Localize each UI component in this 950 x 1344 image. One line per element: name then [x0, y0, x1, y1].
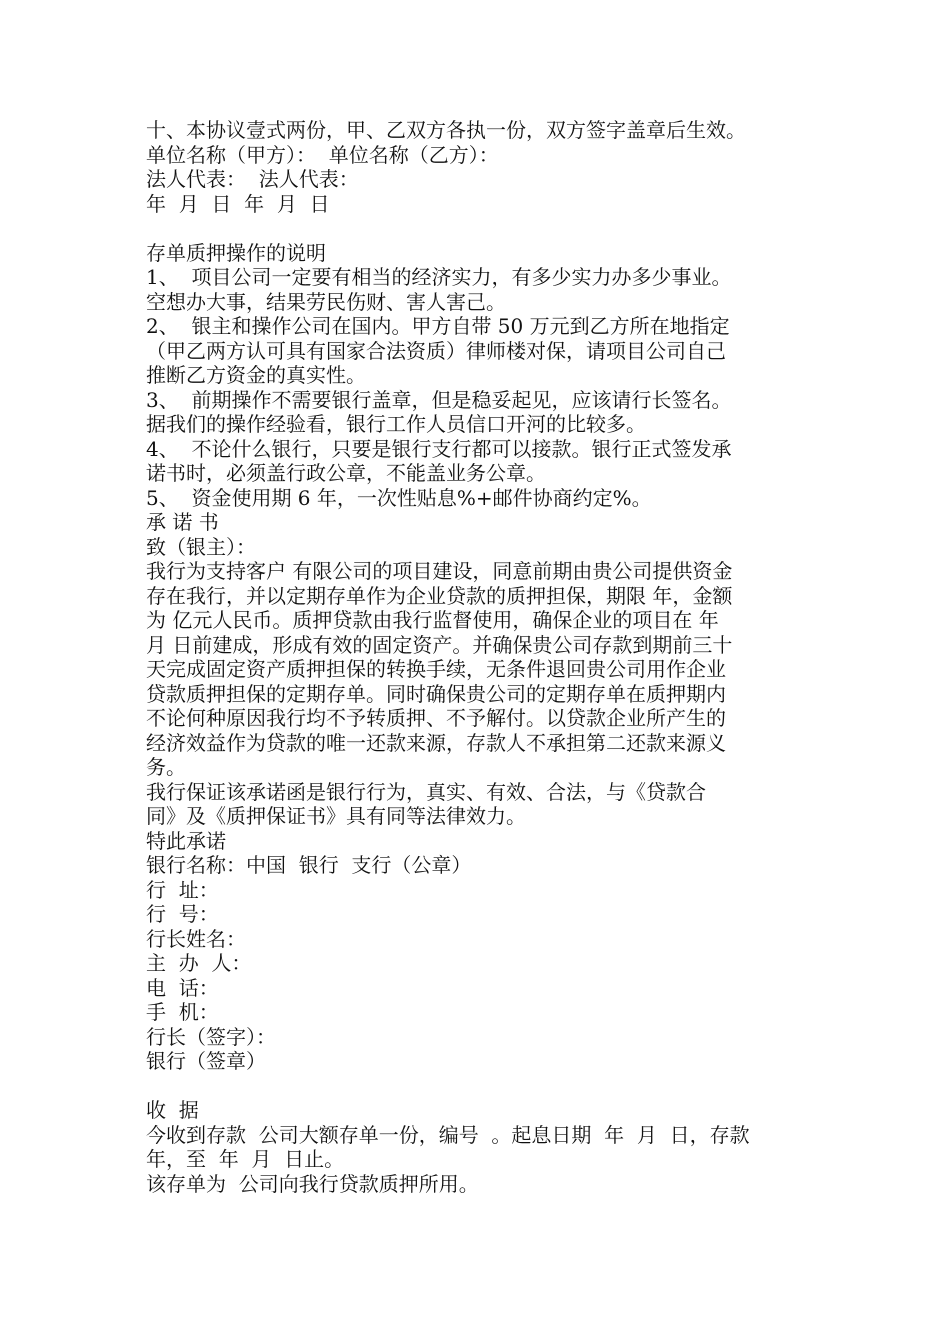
commitment-line: 特此承诺 — [146, 828, 226, 853]
legal-representatives: 法人代表： 法人代表： — [146, 167, 359, 191]
handler-field: 主 办 人： — [146, 951, 252, 975]
note-line: 4、 不论什么银行，只要是银行支行都可以接款。银行正式签发承 — [146, 436, 732, 461]
note-line: 空想办大事，结果劳民伤财、害人害己。 — [146, 289, 506, 314]
note-line: 诺书时，必须盖行政公章，不能盖业务公章。 — [146, 461, 546, 485]
note-line: 推断乙方资金的真实性。 — [146, 363, 366, 387]
note-line: 1、 项目公司一定要有相当的经济实力，有多少实力办多少事业。 — [146, 265, 732, 289]
receipt-line: 今收到存款 公司大额存单一份，编号 。起息日期 年 月 日，存款 — [146, 1122, 750, 1147]
note-line: （甲乙两方认可具有国家合法资质）律师楼对保，请项目公司自己 — [146, 338, 726, 363]
receipt-title: 收 据 — [146, 1098, 199, 1122]
commitment-line: 存在我行，并以定期存单作为企业贷款的质押担保，期限 年，金额 — [146, 583, 733, 608]
commitment-line: 为 亿元人民币。质押贷款由我行监督使用，确保企业的项目在 年 — [146, 608, 719, 632]
commitment-line: 我行为支持客户 有限公司的项目建设，同意前期由贵公司提供资金 — [146, 559, 733, 583]
date-line: 年 月 日 年 月 日 — [146, 191, 330, 216]
commitment-line: 务。 — [146, 755, 186, 779]
bank-number-field: 行 号： — [146, 902, 219, 926]
receipt-line: 年，至 年 月 日止。 — [146, 1147, 345, 1171]
clause-10: 十、本协议壹式两份，甲、乙双方各执一份，双方签字盖章后生效。 — [146, 118, 746, 142]
bank-name-field: 银行名称：中国 银行 支行（公章） — [146, 853, 472, 877]
commitment-line: 我行保证该承诺函是银行行为，真实、有效、合法，与《贷款合 — [146, 779, 706, 804]
commitment-line: 天完成固定资产质押担保的转换手续，无条件退回贵公司用作企业 — [146, 657, 726, 681]
commitment-line: 月 日前建成，形成有效的固定资产。并确保贵公司存款到期前三十 — [146, 632, 733, 657]
blank-line — [146, 1074, 816, 1099]
note-line: 据我们的操作经验看，银行工作人员信口开河的比较多。 — [146, 412, 646, 436]
bank-seal-field: 银行（签章） — [146, 1049, 266, 1073]
document-page — [146, 118, 816, 1196]
note-line: 3、 前期操作不需要银行盖章，但是稳妥起见，应该请行长签名。 — [146, 387, 732, 412]
mobile-field: 手 机： — [146, 1000, 219, 1024]
receipt-body — [146, 1123, 816, 1197]
operation-notes-title: 存单质押操作的说明 — [146, 240, 326, 265]
bank-fields — [146, 853, 816, 1074]
note-line: 2、 银主和操作公司在国内。甲方自带 50 万元到乙方所在地指定 — [146, 314, 730, 338]
president-name-field: 行长姓名： — [146, 926, 246, 951]
commitment-recipient: 致（银主）： — [146, 534, 256, 559]
president-signature-field: 行长（签字）： — [146, 1024, 276, 1049]
receipt-line: 该存单为 公司向我行贷款质押所用。 — [146, 1171, 479, 1196]
phone-field: 电 话： — [146, 975, 219, 1000]
operation-notes — [146, 265, 816, 510]
bank-address-field: 行 址： — [146, 877, 219, 902]
commitment-line: 贷款质押担保的定期存单。同时确保贵公司的定期存单在质押期内 — [146, 681, 726, 706]
commitment-body — [146, 559, 816, 853]
commitment-title: 承 诺 书 — [146, 510, 219, 534]
unit-names: 单位名称（甲方）： 单位名称（乙方）： — [146, 142, 499, 167]
blank-line — [146, 216, 816, 241]
note-line: 5、 资金使用期 6 年，一次性贴息%+邮件协商约定%。 — [146, 485, 652, 510]
commitment-line: 经济效益作为贷款的唯一还款来源，存款人不承担第二还款来源义 — [146, 730, 726, 755]
commitment-line: 不论何种原因我行均不予转质押、不予解付。以贷款企业所产生的 — [146, 706, 726, 730]
commitment-line: 同》及《质押保证书》具有同等法律效力。 — [146, 804, 526, 828]
